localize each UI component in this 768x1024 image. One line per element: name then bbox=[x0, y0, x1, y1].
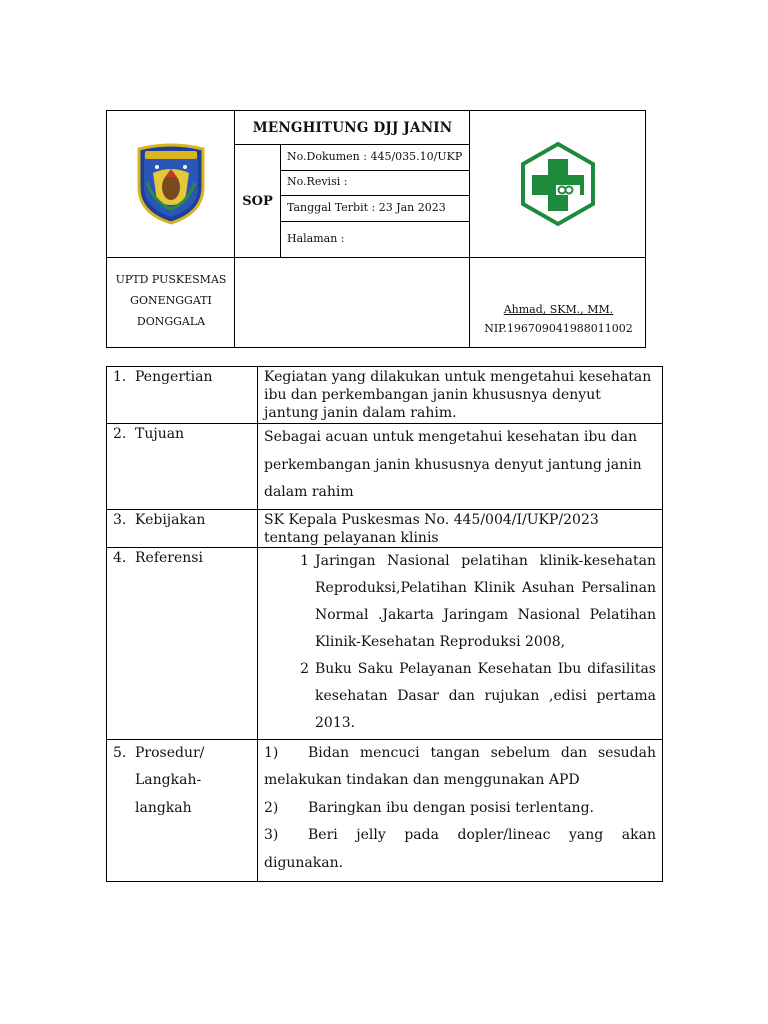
referensi-list bbox=[258, 547, 663, 739]
halaman: Halaman : bbox=[287, 232, 345, 245]
row-prosedur bbox=[107, 739, 663, 882]
section-number: 5. bbox=[113, 744, 127, 761]
row-kebijakan bbox=[107, 509, 663, 547]
org-line-3: DONGGALA bbox=[136, 315, 206, 328]
sop-content-table bbox=[106, 366, 663, 882]
section-label: Prosedur/ Langkah- langkah bbox=[135, 744, 205, 816]
section-label: Pengertian bbox=[135, 369, 213, 385]
section-number: 3. bbox=[113, 511, 127, 528]
tujuan-text: Sebagai acuan untuk mengetahui kesehatan ibu dan perkembangan janin khususnya denyut jantung janin dalam rahim bbox=[258, 424, 663, 510]
prosedur-steps bbox=[258, 739, 663, 882]
sop-label: SOP bbox=[242, 194, 273, 209]
list-item: 3) Beri jelly pada dopler/lineac yang akan digunakan. bbox=[264, 827, 656, 871]
list-item: 1 Jaringan Nasional pelatihan klinik-kesehatan Reproduksi,Pelatihan Klinik Asuhan Persalinan Normal .Jakarta Jaringam Nasional Pelatihan Klinik-Kesehatan Reproduksi 2008, bbox=[300, 552, 656, 650]
row-tujuan bbox=[107, 424, 663, 510]
section-label: Referensi bbox=[135, 549, 203, 566]
no-dokumen: No.Dokumen : 445/035.10/UKP bbox=[287, 150, 463, 163]
regency-emblem-logo bbox=[107, 111, 234, 257]
list-item: 2 Buku Saku Pelayanan Kesehatan Ibu difasilitas kesehatan Dasar dan rujukan ,edisi pertama 2013. bbox=[300, 660, 656, 731]
row-pengertian bbox=[107, 367, 663, 424]
sop-header-table bbox=[106, 110, 646, 348]
section-number: 1. bbox=[113, 369, 127, 385]
section-number: 2. bbox=[113, 426, 127, 442]
row-referensi bbox=[107, 547, 663, 739]
tanggal-terbit: Tanggal Terbit : 23 Jan 2023 bbox=[287, 201, 446, 214]
document-title: MENGHITUNG DJJ JANIN bbox=[252, 120, 453, 136]
org-line-1: UPTD PUSKESMAS bbox=[115, 273, 227, 286]
puskesmas-green-cross-logo bbox=[470, 111, 645, 257]
pengertian-text: Kegiatan yang dilakukan untuk mengetahui kesehatan ibu dan perkembangan janin khususnya denyut jantung janin dalam rahim. bbox=[258, 367, 663, 424]
section-number: 4. bbox=[113, 549, 127, 566]
organization-name bbox=[107, 269, 235, 332]
signer-name: Ahmad, SKM., MM. bbox=[503, 303, 614, 316]
section-label: Tujuan bbox=[135, 426, 185, 442]
signer-block bbox=[470, 303, 647, 335]
list-item: 1) Bidan mencuci tangan sebelum dan sesudah melakukan tindakan dan menggunakan APD bbox=[264, 744, 656, 788]
kebijakan-text: SK Kepala Puskesmas No. 445/004/I/UKP/2023 tentang pelayanan klinis bbox=[258, 509, 663, 547]
list-item: 2) Baringkan ibu dengan posisi terlentang. bbox=[264, 799, 594, 816]
signer-nip: NIP.196709041988011002 bbox=[484, 322, 633, 335]
section-label: Kebijakan bbox=[135, 511, 206, 528]
no-revisi: No.Revisi : bbox=[287, 175, 348, 188]
org-line-2: GONENGGATI bbox=[130, 294, 212, 307]
